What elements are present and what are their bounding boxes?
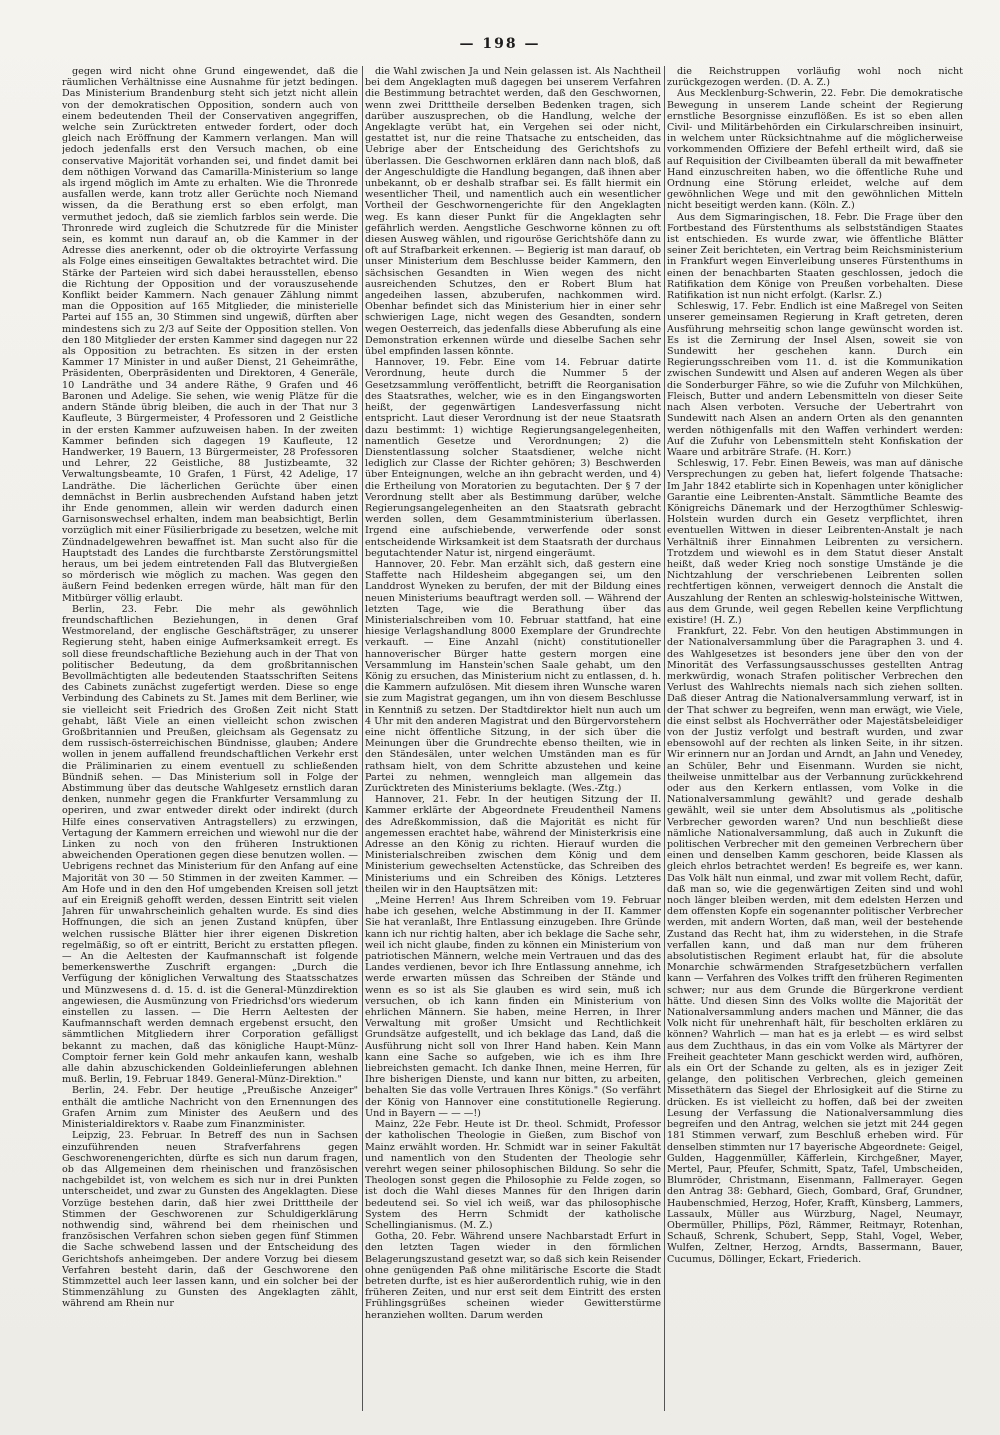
article-paragraph: die Reichstruppen vorläufig wohl noch nicht zurückgezogen werden. (D. A. Z.) [667,66,963,89]
article-paragraph: Hannover, 20. Febr. Man erzählt sich, daß gestern eine Staffette nach Hildesheim abgegangen sei, um den Landdrost Wyneken zu berufen, der mit der Bildung eines neuen Ministeriums beauftragt werden soll. — Während der letzten Tage, wie die Berathung über das Ministerialschreiben vom 10. Februar stattfand, hat eine hiesige Verlagshandlung 8000 Exemplare der Grundrechte verkauft. — Eine Anzahl (nicht) constitutioneller hannoverischer Bürger hatte gestern morgen eine Versammlung im Hanstein'schen Saale gehabt, um den König zu ersuchen, das Ministerium nicht zu entlassen, d. h. die Kammern aufzulösen. Mit diesem ihren Wunsche waren sie zum Magistrat gegangen, um ihn von diesem Beschlusse in Kenntniß zu setzen. Der Stadtdirektor hielt nun auch um 4 Uhr mit den anderen Magistrat und den Bürgervorstehern eine nicht öffentliche Sitzung, in der sich über die Meinungen über die Grundrechte ebenso theilten, wie in den Ständesälen, unter welchen Umständen man es für rathsam hielt, von dem Schritte abzustehen und keine Partei zu nehmen, wenngleich man allgemein das Zurücktreten des Ministeriums beklagte. (Wes.-Ztg.) [365,558,661,794]
column-left [62,66,358,1416]
article-paragraph: Schleswig, 17. Febr. Endlich ist eine Maßregel von Seiten unserer gemeinsamen Regierung in Kraft getreten, deren Ausführung mehrseitig schon lange gewünscht worden ist. Es ist die Zernirung der Insel Alsen, soweit sie von Sundewitt her geschehen kann. Durch ein Regierungsschreiben vom 11. d. ist die Kommunikation zwischen Sundewitt und Alsen auf anderen Wegen als über die Sonderburger Fähre, so wie die Zufuhr von Milchkühen, Fleisch, Butter und andern Lebensmitteln von dieser Seite nach Alsen verboten. Versuche der Uebertrahrt von Sundewitt nach Alsen an andern Orten als den genannten werden nöthigenfalls mit den Waffen verhindert werden: Auf die Zufuhr von Lebensmitteln steht Konfiskation der Waare und arbiträre Strafe. (H. Korr.) [667,301,963,458]
article-paragraph: Hannover, 21. Febr. In der heutigen Sitzung der II. Kammer erklärte der Abgeordnete Freudentheil Namens des Adreßkommission, daß die Majorität es nicht für angemessen erachtet habe, während der Ministerkrisis eine Adresse an den König zu richten. Hierauf wurden die Ministerialschreiben zwischen dem König und dem Ministerium gewechselten Actenstücke, das Schreiben des Ministeriums und ein Schreiben des Königs. Letzteres theilen wir in den Hauptsätzen mit: [365,794,661,895]
page-number: — 198 — [459,36,541,52]
column-divider [664,66,665,1411]
column-middle [365,66,661,1416]
article-paragraph: Frankfurt, 22. Febr. Von den heutigen Abstimmungen in der Nationalversammlung über die Paragraphen 3. und 4. des Wahlgesetzes ist besonders jene über den von der Minorität des Verfassungsausschusses gestellten Antrag merkwürdig, wonach Strafen politischer Verbrechen den Verlust des Wahlrechts niemals nach sich ziehen sollten. Daß dieser Antrag die Nationalversammlung verwarf, ist in der That schwer zu begreifen, wenn man erwägt, wie Viele, die einst selbst als Hochverräther oder Majestätsbeleidiger von der Justiz verfolgt und bestraft wurden, und zwar ebensowohl auf der rechten als linken Seite, in ihr sitzen. Wir erinnern nur an Jordan und Arndt, an Jahn und Venedey, an Schüler, Behr und Eisenmann. Wurden sie nicht, theilweise unmittelbar aus der Verbannung zurückkehrend oder aus den Kerkern entlassen, vom Volke in die Nationalversammlung gewählt? und gerade deshalb gewählt, weil sie unter dem Absolutismus als „politische Verbrecher geworden waren? Und nun beschließt diese nämliche Nationalversammlung, daß auch in Zukunft die politischen Verbrecher mit den gemeinen Verbrechern über einen und denselben Kamm geschoren, beide Klassen als gleich ehrlos betrachtet werden! Es begreife es, wer kann. Das Volk hält nun einmal, und zwar mit vollem Recht, dafür, daß man so, wie die gegenwärtigen Zeiten sind und wohl noch länger bleiben werden, mit dem edelsten Herzen und dem offensten Kopfe ein sogenannter politischer Verbrecher werden, mit andern Worten, daß man, weil der bestehende Zustand das Recht hat, ihm zu widerstehen, in die Strafe verfallen kann, und daß man nur dem früheren absolutistischen Regiment erlaubt hat, für die absolute Monarchie schwärmenden Strafgesetzbüchern verfallen kann — Verfahren des Volkes trifft den früheren Regimenten schwer; nur aus dem Grunde die Bürgerkrone verdient hätte. Und diesen Sinn des Volks wollte die Majorität der Nationalversammlung anders machen und Männer, die das Volk nicht für unehrenhaft hält, für bescholten erklären zu können? Wahrlich — man hat es ja erlebt — es wird selbst aus dem Zuchthaus, in das ein vom Volke als Märtyrer der Freiheit geachteter Mann geschickt werden wird, aufhören, als ein Ort der Schande zu gelten, als es in jeziger Zeit gelange, den politischen Verbrechen, gleich gemeinen Missethätern das Siegel der Ehrlosigkeit auf die Stirne zu drücken. Es ist vielleicht zu hoffen, daß bei der zweiten Lesung der Verfassung die Nationalversammlung dies begreifen und den Antrag, welchen sie jetzt mit 244 gegen 181 Stimmen verwarf, zum Beschluß erheben wird. Für denselben stimmten nur 17 bayerische Abgeordnete: Geigel, Gulden, Haggenmüller, Käfferlein, Kirchgeßner, Mayer, Mertel, Paur, Pfeufer, Schmitt, Spatz, Tafel, Umbscheiden, Blumröder, Christmann, Eisenmann, Fallmerayer. Gegen den Antrag 38: Gebhard, Giech, Gombard, Graf, Grundner, Haubenschmied, Herzog, Hofer, Krafft, Künsberg, Lammers, Lassaulx, Müller aus Würzburg, Nagel, Neumayr, Obermüller, Phillips, Pözl, Rämmer, Reitmayr, Rotenhan, Schauß, Schrenk, Schubert, Sepp, Stahl, Vogel, Weber, Wulfen, Zeltner, Herzog, Arndts, Bassermann, Bauer, Cucumus, Döllinger, Eckart, Friederich. [667,626,963,1265]
article-paragraph: Leipzig, 23. Februar. In Betreff des nun in Sachsen einzuführenden neuen Strafverfahrens gegen Geschworenengerichten, dürfte es sich nun darum fragen, ob das Allgemeinen dem rheinischen und französischen nachgebildet ist, von welchem es sich nur in drei Punkten unterscheidet, und zwar zu Gunsten des Angeklagten. Diese Vorzüge bestehen darin, daß hier zwei Dritttheile der Stimmen der Geschworenen zur Schuldigerklärung nothwendig sind, während bei dem rheinischen und französischen Verfahren schon sieben gegen fünf Stimmen die Sache schwebend lassen und der Entscheidung des Gerichtshofs anheimgeben. Der andere Vorzug bei diesem Verfahren besteht darin, daß der Geschworene den Stimmzettel auch leer lassen kann, und ein solcher bei der Stimmenzählung zu Gunsten des Angeklagten zählt, während am Rhein nur [62,1130,358,1310]
article-paragraph: Berlin, 24. Febr. Der heutige „Preußische Anzeiger" enthält die amtliche Nachricht von den Ernennungen des Grafen Arnim zum Minister des Aeußern und des Ministerialdirektors v. Raabe zum Finanzminister. [62,1085,358,1131]
article-paragraph: Hannover, 19. Febr. Eine vom 14. Februar datirte Verordnung, heute durch die Nummer 5 der Gesetzsammlung veröffentlicht, betrifft die Reorganisation des Staatsrathes, welcher, wie es in den Eingangsworten heißt, der gegenwärtigen Landesverfassung nicht entspricht. Laut dieser Verordnung ist der neue Staatsrath dazu bestimmt: 1) wichtige Regierungsangelegenheiten, namentlich Gesetze und Verordnungen; 2) die Dienstentlassung solcher Staatsdiener, welche nicht lediglich zur Classe der Richter gehören; 3) Beschwerden über Enteignungen, welche an ihn gebracht werden, und 4) die Ertheilung von Moratorien zu begutachten. Der § 7 der Verordnung stellt aber als Bestimmung darüber, welche Regierungsangelegenheiten an den Staatsrath gebracht werden sollen, dem Gesammtministerium überlassen. Irgend eine aufschiebende, verwerfende oder sonst entscheidende Wirksamkeit ist dem Staatsrath der durchaus begutachtender Natur ist, nirgend eingeräumt. [365,357,661,559]
article-paragraph: Schleswig, 17. Febr. Einen Beweis, was man auf dänische Versprechungen zu geben hat, liefert folgende Thatsache: Im Jahr 1842 etablirte sich in Kopenhagen unter königlicher Garantie eine Leibrenten-Anstalt. Sämmtliche Beamte des Königreichs Dänemark und der Herzogthümer Schleswig-Holstein wurden durch ein Gesetz verpflichtet, ihren eventuellen Wittwen in dieser Leibrenten-Anstalt je nach Verhältniß ihrer Einnahmen Leibrenten zu versichern. Trotzdem und wiewohl es in dem Statut dieser Anstalt heißt, daß weder Krieg noch sonstige Umstände je die Nichtzahlung der verschriebenen Leibrenten sollen rechtfertigen können, verweigert dennoch die Anstalt die Auszahlung der Renten an schleswig-holsteinische Wittwen, aus dem Grunde, weil gegen Rebellen keine Verpflichtung existire! (H. Z.) [667,458,963,626]
article-paragraph: die Wahl zwischen Ja und Nein gelassen ist. Als Nachtheil bei dem Angeklagten muß dagegen bei unserem Verfahren die Bestimmung betrachtet werden, daß den Geschwornen, wenn zwei Dritttheile derselben Bedenken tragen, sich darüber auszusprechen, ob die Handlung, welche der Angeklagte verübt hat, ein Vergehen sei oder nicht, gestattet ist, nur die reine Thatsache zu entscheiden, das Uebrige aber der Entscheidung des Gerichtshofs zu überlassen. Die Geschwornen erklären dann nach bloß, daß der Angeschuldigte die Handlung begangen, daß ihnen aber unbekannt, ob er deshalb strafbar sei. Es fällt hiermit ein wesentlicher Theil, und namentlich auch ein wesentlicher Vortheil der Geschwornengerichte für den Angeklagten weg. Es kann dieser Punkt für die Angeklagten sehr gefährlich werden. Aengstliche Geschworne können zu oft diesen Ausweg wählen, und rigouröse Gerichtshöfe dann zu oft auf Strafbarkeit erkennen. — Begierig ist man darauf, ob unser Ministerium dem Beschlusse beider Kammern, den sächsischen Gesandten in Wien wegen des nicht ausreichenden Schutzes, den er Robert Blum hat angedeihen lassen, abzuberufen, nachkommen wird. Obenhar befindet sich das Ministerium hier in einer sehr schwierigen Lage, nicht wegen des Gesandten, sondern wegen Oesterreich, das jedenfalls diese Abberufung als eine Demonstration erkennen würde und dieselbe Sachen sehr übel empfinden lassen könnte. [365,66,661,358]
column-right [667,66,963,1416]
article-paragraph: Mainz, 22e Febr. Heute ist Dr. theol. Schmidt, Professor der katholischen Theologie in Gießen, zum Bischof von Mainz erwählt worden. Hr. Schmidt war in seiner Fakultät und namentlich von den Studenten der Theologie sehr verehrt wegen seiner philosophischen Bildung. So sehr die Theologen sonst gegen die Philosophie zu Felde zogen, so ist doch die Wahl dieses Mannes für den Ihrigen darin bedeutend sei. So viel ich weiß, war das philosophische System des Herrn Schmidt der katholische Schellingianismus. (M. Z.) [365,1119,661,1231]
article-paragraph: Gotha, 20. Febr. Während unsere Nachbarstadt Erfurt in den letzten Tagen wieder in den förmlichen Belagerungszustand gesetzt war, so daß sich kein Reisender ohne genügenden Paß ohne militärische Escorte die Stadt betreten durfte, ist es hier außerordentlich ruhig, wie in den früheren Zeiten, und nur erst seit dem Eintritt des ersten Frühlingsgrüßes scheinen wieder Gewitterstürme heranziehen wollten. Darum werden [365,1231,661,1321]
column-divider [362,66,363,1411]
article-paragraph: Aus dem Sigmaringischen, 18. Febr. Die Frage über den Fortbestand des Fürstenthums als selbstständigen Staates ist entschieden. Es wurde zwar, wie öffentliche Blätter seiner Zeit berichteten, ein Vertrag beim Reichsministerium in Frankfurt wegen Einverleibung unseres Fürstenthums in einen der benachbarten Staaten geschlossen, jedoch die Ratifikation dem Könige von Preußen vorbehalten. Diese Ratifikation ist nun nicht erfolgt. (Karlsr. Z.) [667,211,963,302]
article-paragraph: gegen wird nicht ohne Grund eingewendet, daß die räumlichen Verhältnisse eine Ausnahme für jetzt bedingen. Das Ministerium Brandenburg steht sich jetzt nicht allein von der demokratischen Opposition, sondern auch von einem bedeutenden Theil der Conservativen angegriffen, welche sein Zurücktreten entweder fordert, oder doch gleich nach Eröffnung der Kammern verlangen. Man will jedoch jedenfalls erst den Versuch machen, ob eine conservative Majorität vorhanden sei, und findet damit bei dem nöthigen Vorwand das Camarilla-Ministerium so lange als irgend möglich im Amte zu erhalten. Wie die Thronrede ausfallen werde, kann trotz aller Gerüchte noch Niemand wissen, da die Berathung erst so eben erfolgt, man vermuthet jedoch, daß sie ziemlich farblos sein werde. Die Thronrede wird zugleich die Schutzrede für die Minister sein, es kommt nun darauf an, ob die Kammer in der Adresse dies anerkennt, oder ob die oktroyirte Verfassung als Folge eines einseitigen Gewaltaktes betrachtet wird. Die Stärke der Parteien wird sich dabei herausstellen, ebenso die Richtung der Opposition und der vorauszusehende Konflikt beider Kammern. Nach genauer Zählung nimmt man die Opposition auf 165 Mitglieder, die ministerielle Partei auf 155 an, 30 Stimmen sind ungewiß, dürften aber mindestens sich zu 2/3 auf Seite der Opposition stellen. Von den 180 Mitglieder der ersten Kammer sind dagegen nur 22 als Opposition zu betrachten. Es sitzen in der ersten Kammer 17 Minister in und außer Dienst, 21 Geheimräthe, Präsidenten, Oberpräsidenten und Direktoren, 4 Generäle, 10 Landräthe und 34 andere Räthe, 9 Grafen und 46 Baronen und Adelige. Sie sehen, wie wenig Plätze für die andern Stände übrig bleiben, die auch in der That nur 3 Kaufleute, 3 Bürgermeister, 4 Professoren und 2 Geistliche in der ersten Kammer aufzuweisen haben. In der zweiten Kammer befinden sich dagegen 19 Kaufleute, 12 Handwerker, 19 Bauern, 13 Bürgermeister, 28 Professoren und Lehrer, 22 Geistliche, 88 Justizbeamte, 32 Verwaltungsbeamte, 10 Grafen, 1 Fürst, 42 Adelige, 17 Landräthe. Die lächerlichen Gerüchte über einen demnächst in Berlin ausbrechenden Aufstand haben jetzt ihr Ende genommen, allein wir werden dadurch einen Garnisonswechsel erhalten, indem man beabsichtigt, Berlin vorzüglich mit einer Füsilierbrigade zu besetzen, welche mit Zündnadelgewehren bewaffnet ist. Man sucht also für die Hauptstadt des Landes die furchtbarste Zerstörungsmittel heraus, um bei jedem eintretenden Fall das Blutvergießen so mörderisch wie möglich zu machen. Was gegen den äußern Feind bedenken erregen würde, hält man für den Mitbürger völlig erlaubt. [62,66,358,604]
article-paragraph: „Meine Herren! Aus Ihrem Schreiben vom 19. Februar habe ich gesehen, welche Abstimmung in der II. Kammer Sie hat veranlaßt, Ihre Entlassung einzugeben. Ihre Gründe kann ich nur richtig halten, aber ich beklage die Sache sehr, weil ich nicht glaube, finden zu können ein Ministerium von patriotischen Männern, welche mein Vertrauen und das des Landes verdienen, bevor ich Ihre Entlassung annehme, ich werde erwarten müssen das Schreiben der Stände und wenn es so ist als Sie glauben es wird sein, muß ich versuchen, ob ich kann finden ein Ministerium von ehrlichen Männern. Sie haben, meine Herren, in Ihrer Verwaltung mit großer Umsicht und Rechtlichkeit Grundsätze aufgestellt, und ich beklage das Land, daß die Ausführung nicht soll von Ihrer Hand haben. Kein Mann kann eine Sache so aufgeben, wie ich es ihm Ihre liebreichsten gemacht. Ich danke Ihnen, meine Herren, für Ihre bisherigen Dienste, und kann nur bitten, zu arbeiten, behalten Sie das volle Vertrauen Ihres Königs." (So verfährt der König von Hannover eine constitutionelle Regierung. Und in Bayern — — —!) [365,895,661,1119]
article-paragraph: Aus Mecklenburg-Schwerin, 22. Febr. Die demokratische Bewegung in unserem Lande scheint der Regierung ernstliche Besorgnisse einzuflößen. Es ist so eben allen Civil- und Militärbehörden ein Cirkularschreiben insinuirt, in welchem unter Rücksichtnahme auf die möglicherweise vorkommenden Offiziere der Befehl ertheilt wird, daß sie auf Requisition der Civilbeamten überall da mit bewaffneter Hand einzuschreiten haben, wo die öffentliche Ruhe und Ordnung eine Störung erleidet, welche auf dem gewöhnlichen Wege und mit den gewöhnlichen Mitteln nicht beseitigt werden kann. (Köln. Z.) [667,88,963,212]
article-paragraph: Berlin, 23. Febr. Die mehr als gewöhnlich freundschaftlichen Beziehungen, in denen Graf Westmoreland, der englische Geschäftsträger, zu unserer Regierung steht, haben einige Aufmerksamkeit erregt. Es soll diese freundschaftliche Beziehung auch in der That von politischer Bedeutung, da dem großbritannischen Bevollmächtigten alle bedeutenden Staatsschriften Seitens des Cabinets zunächst zugefertigt werden. Diese so enge Verbindung des Cabinets zu St. James mit dem Berliner, wie sie vielleicht seit Friedrich des Großen Zeit nicht Statt gehabt, läßt Viele an einen vielleicht schon zwischen Großbritannien und Preußen, gleichsam als Gegensatz zu dem russisch-österreichischen Bündnisse, glauben; Andere wollen in jenem auffallend freundschaftlichen Verkehr erst die Präliminarien zu einem eventuell zu schließenden Bündniß sehen. — Das Ministerium soll in Folge der Abstimmung über das deutsche Wahlgesetz ernstlich daran denken, nunmehr gegen die Frankfurter Versammlung zu operiren, und zwar entweder direkt oder indirekt (durch Hilfe eines conservativen Antragstellers) zu erzwingen, Vertagung der Kammern erreichen und wiewohl nur die der Linken zu noch von den früheren Instruktionen abweichenden Operationen gegen diese benutzen wollen. — Uebrigens rechnet das Ministerium für den Anfang auf eine Majorität von 30 — 50 Stimmen in der zweiten Kammer. — Am Hofe und in den den Hof umgebenden Kreisen soll jetzt auf ein Ereigniß gehofft werden, dessen Eintritt seit vielen Jahren für unwahrscheinlich gehalten wurde. Es sind dies Hoffnungen, die sich an jenen Zustand knüpfen, über welchen russische Blätter hier ihrer eigenen Diskretion regelmäßig, so oft er eintritt, Bericht zu erstatten pflegen. — An die Aeltesten der Kaufmannschaft ist folgende bemerkenswerthe Zuschrift ergangen: „Durch die Verfügung der königlichen Verwaltung des Staatsschatzes und Münzwesens d. d. 15. d. ist die General-Münzdirektion angewiesen, die Ausmünzung von Friedrichsd'ors wiederum einstellen zu lassen. — Die Herrn Aeltesten der Kaufmannschaft werden demnach ergebenst ersucht, den sämmtlichen Mitgliedern ihrer Corporation gefälligst bekannt zu machen, daß das königliche Haupt-Münz-Comptoir ferner kein Gold mehr ankaufen kann, weshalb alle dahin abzuschickenden Goldeinlieferungen ablehnen muß. Berlin, 19. Februar 1849. General-Münz-Direktion." [62,603,358,1086]
